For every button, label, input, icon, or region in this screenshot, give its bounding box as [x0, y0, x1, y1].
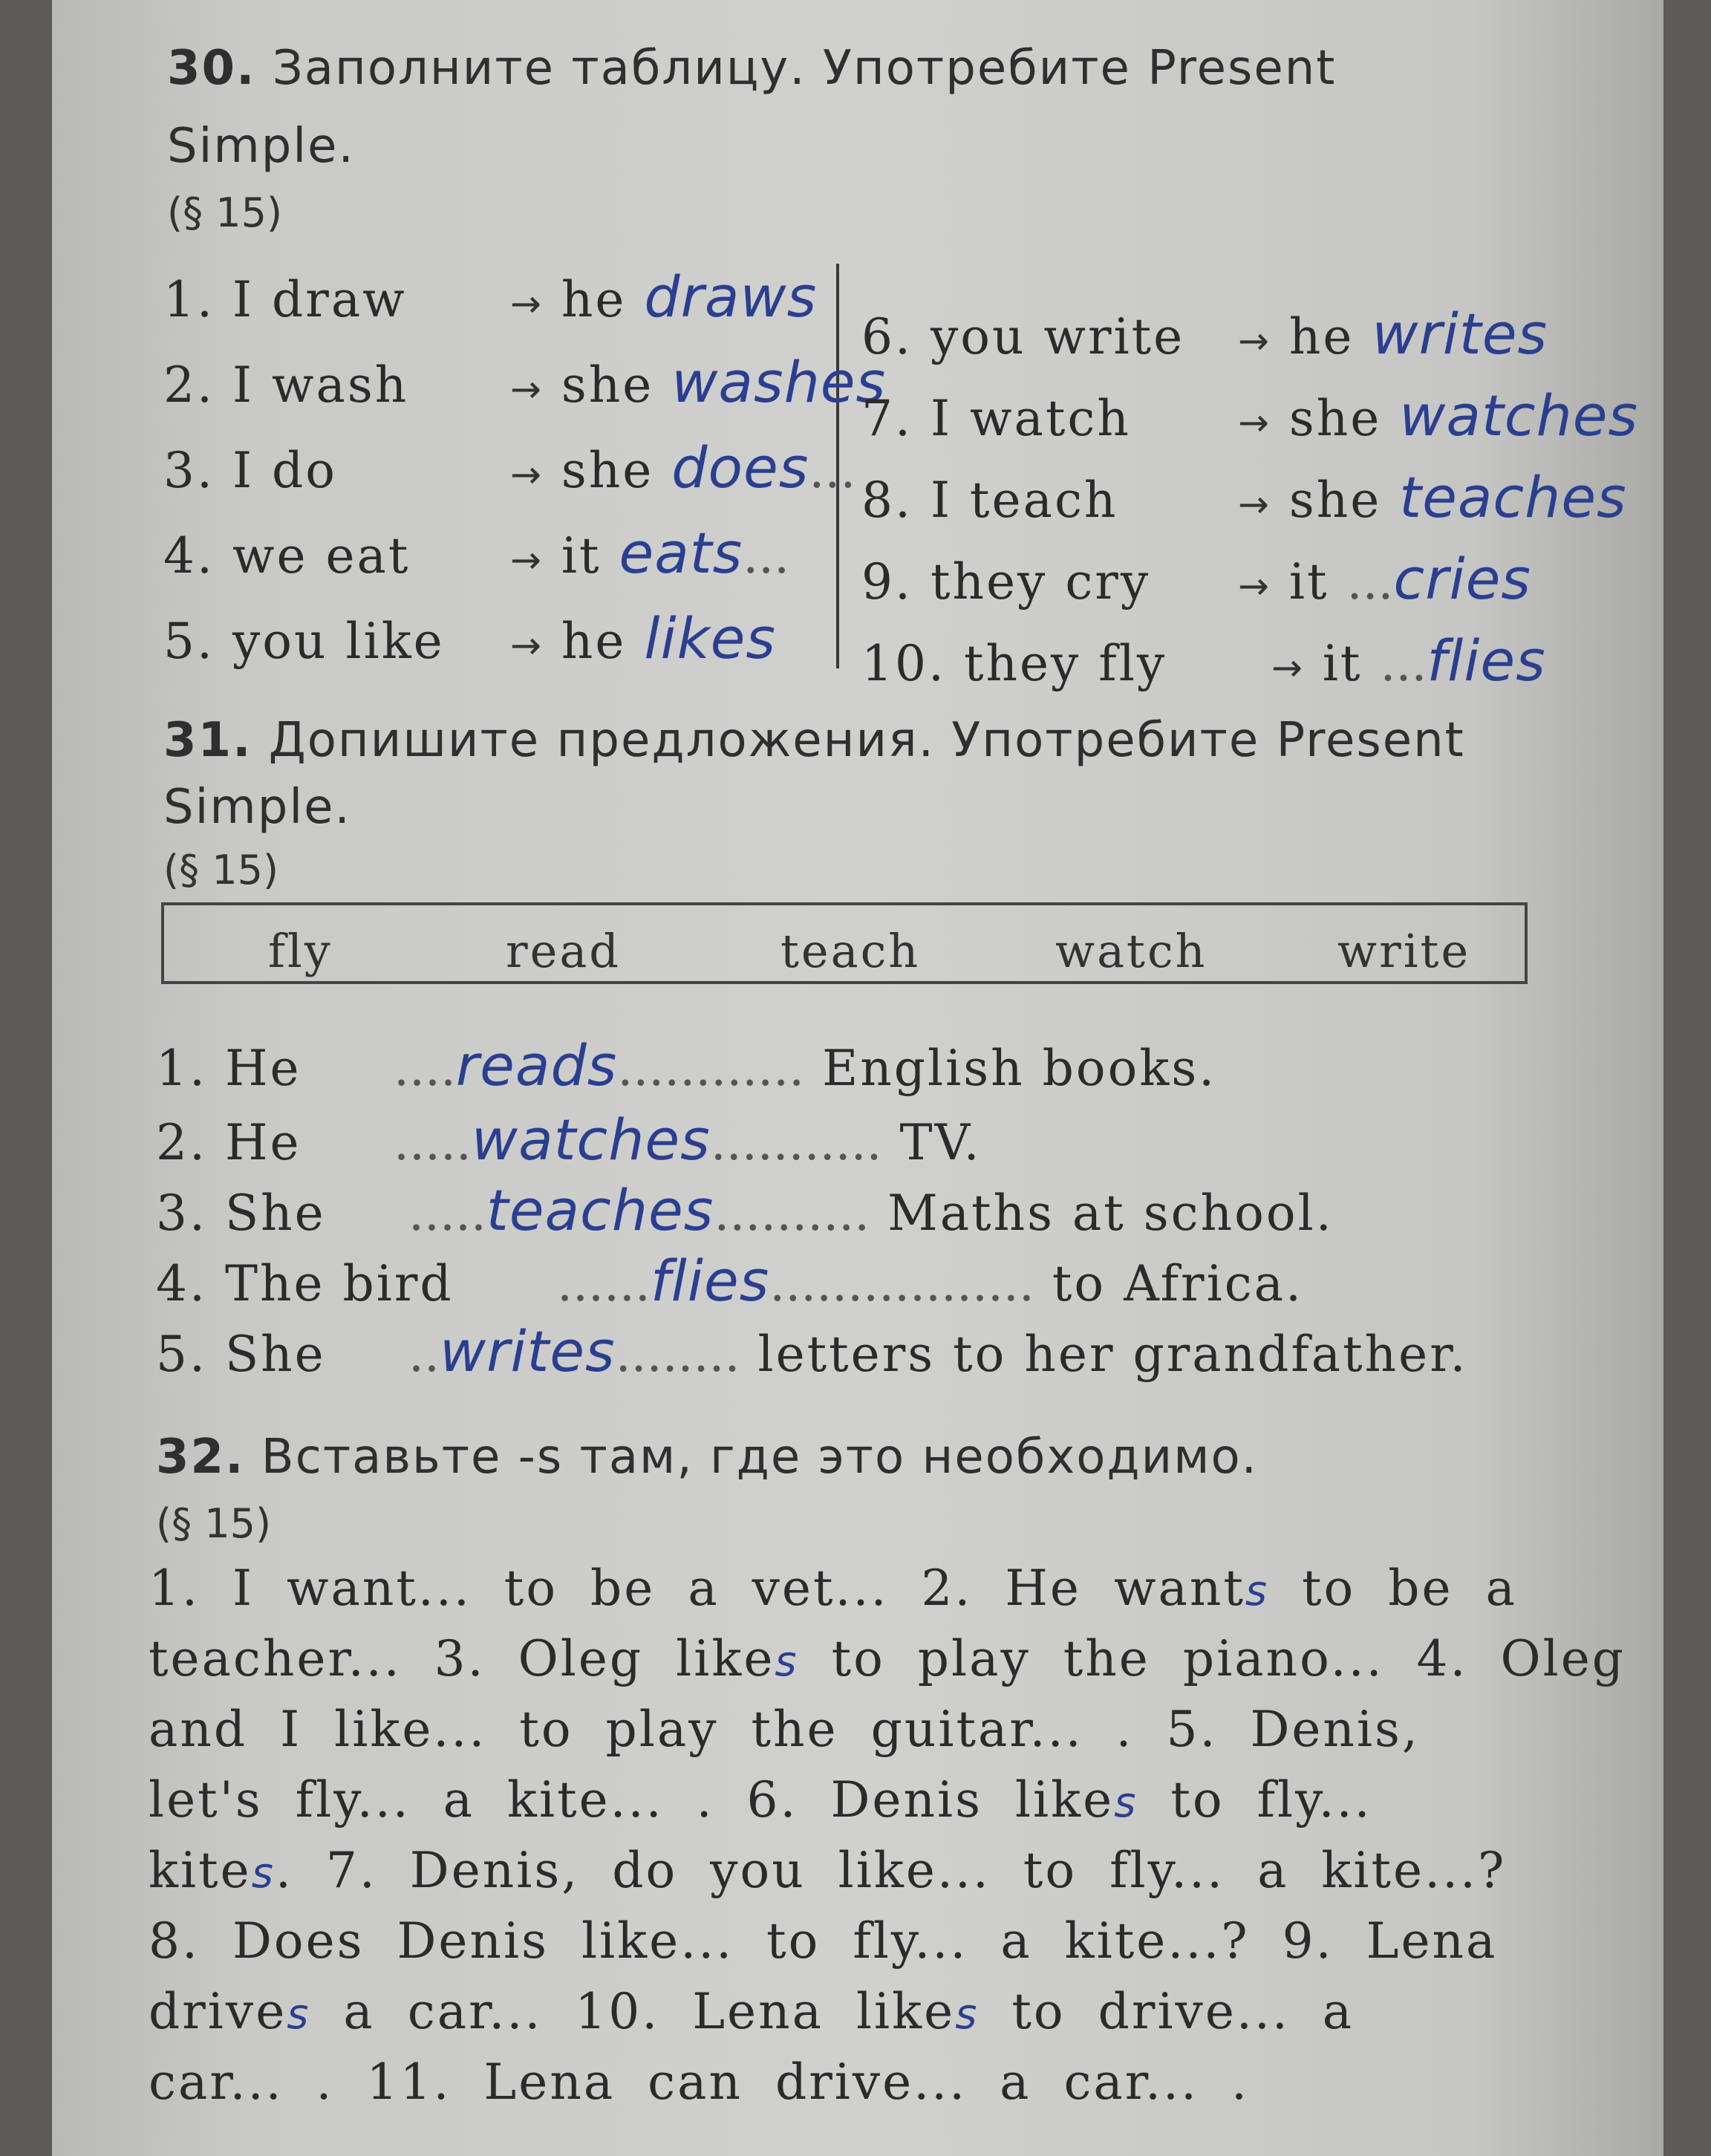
ex31-reference: (§ 15) [163, 847, 279, 893]
ex30-row: 9. they cry → it ...cries [861, 546, 1531, 612]
ex32-title: Вставьте -s там, где это необходимо. [261, 1430, 1258, 1485]
ex32-heading [156, 1430, 1258, 1485]
ex30-row: 5. you like → he likes [163, 605, 777, 671]
ex32-text-line: let's fly... a kite... . 6. Denis likes to fly... [149, 1771, 1372, 1828]
ex30-reference: (§ 15) [167, 189, 283, 236]
handwritten-s: s [287, 1990, 311, 2039]
ex31-sentence: 4. The bird ......flies................. to Africa. [156, 1248, 1303, 1314]
handwritten-answer: washes [671, 349, 887, 415]
ex31-sentence: 1. He ....reads............ English books. [156, 1032, 1217, 1098]
ex30-row: 4. we eat → it eats... [163, 520, 790, 586]
handwritten-answer: watches [471, 1107, 711, 1173]
handwritten-answer: does [671, 434, 809, 501]
ex31-sentence: 2. He .....watches........... TV. [156, 1107, 982, 1173]
handwritten-answer: watches [1399, 382, 1639, 449]
word-bank-item: watch [1055, 924, 1208, 978]
ex32-text-line: teacher... 3. Oleg likes to play the piano... 4. Oleg [149, 1630, 1626, 1687]
handwritten-answer: writes [439, 1318, 616, 1384]
handwritten-s: s [1245, 1567, 1270, 1615]
ex30-title: Заполните таблицу. Употребите Present [272, 41, 1337, 96]
handwritten-answer: teaches [486, 1177, 714, 1243]
ex32-text-line: 1. I want... to be a vet... 2. He wants to be a [149, 1560, 1517, 1617]
ex30-heading [167, 41, 1336, 96]
word-bank-item: write [1337, 924, 1471, 978]
ex31-sentence: 3. She .....teaches.......... Maths at school. [156, 1177, 1334, 1243]
ex32-text-line: drives a car... 10. Lena likes to drive... a [149, 1983, 1355, 2040]
handwritten-answer: writes [1372, 301, 1548, 367]
ex31-heading-cont: Simple. [163, 780, 351, 835]
word-bank [161, 902, 1528, 984]
handwritten-s: s [955, 1990, 980, 2039]
handwritten-answer: likes [644, 605, 777, 671]
ex32-text-line: and I like... to play the guitar... . 5. Denis, [149, 1701, 1420, 1758]
ex30-row: 6. you write → he writes [861, 301, 1548, 367]
ex30-row: 1. I draw → he draws [163, 264, 818, 330]
word-bank-item: fly [268, 924, 333, 978]
ex30-heading-cont: Simple. [167, 119, 355, 174]
ex32-number: 32. [156, 1430, 245, 1485]
handwritten-answer: reads [455, 1032, 618, 1098]
handwritten-answer: flies [650, 1248, 770, 1314]
ex30-row: 2. I wash → she washes [163, 349, 887, 415]
ex32-reference: (§ 15) [156, 1500, 272, 1547]
ex30-row: 7. I watch → she watches [861, 382, 1639, 449]
ex30-number: 30. [167, 41, 256, 96]
word-bank-item: read [506, 924, 621, 978]
textbook-page [52, 0, 1663, 2156]
handwritten-answer: draws [644, 264, 818, 330]
handwritten-s: s [775, 1638, 799, 1686]
ex31-sentence: 5. She ..writes........ letters to her grandfather. [156, 1318, 1468, 1384]
ex31-number: 31. [163, 713, 252, 768]
handwritten-answer: eats [619, 520, 743, 586]
ex30-row: 3. I do → she does... [163, 434, 856, 501]
ex30-row: 8. I teach → she teaches [861, 464, 1627, 530]
handwritten-answer: flies [1427, 628, 1546, 694]
handwritten-s: s [1114, 1779, 1138, 1827]
handwritten-answer: cries [1393, 546, 1531, 612]
handwritten-s: s [251, 1849, 276, 1898]
ex32-text-line: 8. Does Denis like... to fly... a kite...? 9. Lena [149, 1912, 1498, 1970]
ex30-row: 10. they fly → it ...flies [861, 628, 1546, 694]
ex31-title: Допишите предложения. Употребите Present [268, 713, 1465, 768]
handwritten-answer: teaches [1399, 464, 1627, 530]
ex32-text-line: kites. 7. Denis, do you like... to fly... a kite...? [149, 1842, 1507, 1899]
ex32-text-line: car... . 11. Lena can drive... a car... . [149, 2054, 1249, 2111]
word-bank-item: teach [780, 924, 921, 978]
ex31-heading [163, 713, 1465, 768]
